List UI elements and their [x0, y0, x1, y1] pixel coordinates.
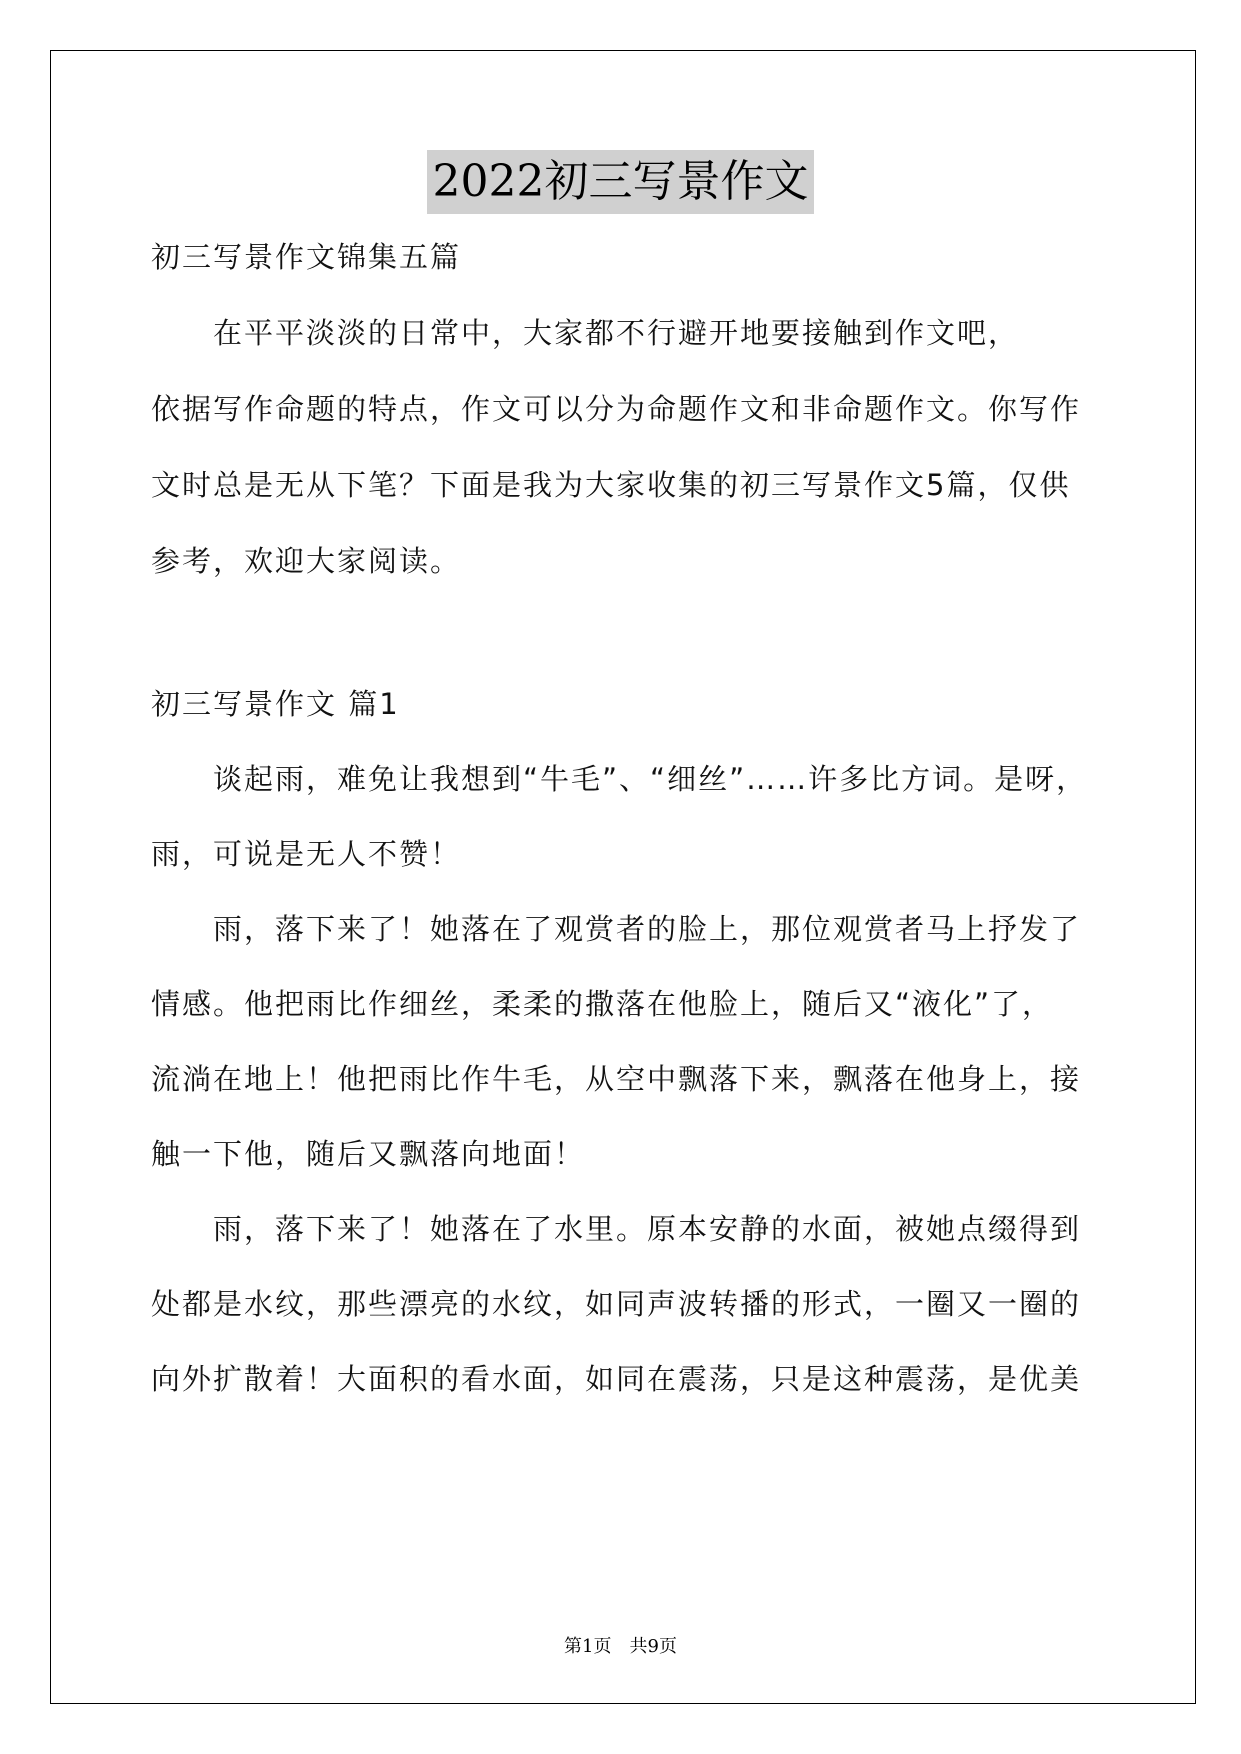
paragraph-line: 文时总是无从下笔？下面是我为大家收集的初三写景作文5篇，仅供: [151, 468, 1071, 502]
paragraph-line: 雨，可说是无人不赞！: [151, 837, 462, 871]
paragraph-line: 流淌在地上！他把雨比作牛毛，从空中飘落下来，飘落在他身上，接: [151, 1062, 1082, 1096]
document-subtitle: 初三写景作文锦集五篇: [151, 240, 462, 274]
paragraph-line: 处都是水纹，那些漂亮的水纹，如同声波转播的形式，一圈又一圈的: [151, 1287, 1082, 1321]
title-container: [0, 150, 1241, 214]
paragraph-line: 触一下他，随后又飘落向地面！: [151, 1137, 586, 1171]
paragraph-line: 情感。他把雨比作细丝，柔柔的撒落在他脸上，随后又“液化”了，: [151, 987, 1054, 1021]
paragraph-line: 雨，落下来了！她落在了水里。原本安静的水面，被她点缀得到: [151, 1212, 1082, 1246]
document-title: 2022初三写景作文: [427, 150, 815, 214]
section-heading: 初三写景作文 篇1: [151, 687, 400, 721]
paragraph-line: 谈起雨，难免让我想到“牛毛”、“细丝”……许多比方词。是呀，: [151, 762, 1088, 796]
paragraph-line: 雨，落下来了！她落在了观赏者的脸上，那位观赏者马上抒发了: [151, 912, 1082, 946]
page-footer: 第1页 共9页: [564, 1636, 677, 1657]
paragraph-line: 向外扩散着！大面积的看水面，如同在震荡，只是这种震荡，是优美: [151, 1362, 1082, 1396]
paragraph-line: 参考，欢迎大家阅读。: [151, 544, 462, 578]
paragraph-line: 在平平淡淡的日常中，大家都不行避开地要接触到作文吧，: [151, 316, 1020, 350]
page-border: [50, 50, 1196, 1704]
paragraph-line: 依据写作命题的特点，作文可以分为命题作文和非命题作文。你写作: [151, 392, 1082, 426]
